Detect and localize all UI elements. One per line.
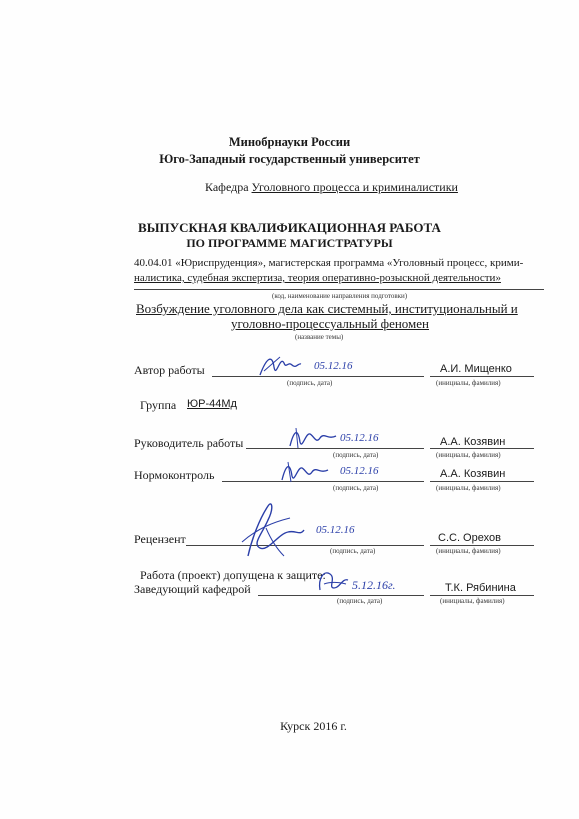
normcontrol-date: 05.12.16 — [340, 465, 379, 477]
supervisor-signature — [288, 424, 338, 452]
department-line — [205, 180, 458, 195]
head-sign-caption: (подпись, дата) — [337, 597, 383, 605]
normcontrol-name-line — [430, 481, 534, 482]
head-of-department-label: Заведующий кафедрой — [134, 582, 251, 596]
topic-line-1: Возбуждение уголовного дела как системный, институциональный и — [136, 301, 518, 316]
supervisor-name-line — [430, 448, 534, 449]
normcontrol-signature — [280, 456, 330, 486]
supervisor-label: Руководитель работы — [134, 436, 244, 450]
author-sign-line — [212, 376, 424, 377]
group-value: ЮР-44Мд — [187, 398, 237, 410]
program-caption: (код, наименование направления подготовки) — [272, 292, 408, 300]
supervisor-name: А.А. Козявин — [440, 436, 506, 448]
reviewer-label: Рецензент — [134, 532, 186, 546]
document-subtitle: ПО ПРОГРАММЕ МАГИСТРАТУРЫ — [186, 236, 393, 250]
author-name-caption: (инициалы, фамилия) — [436, 379, 501, 387]
normcontrol-name-caption: (инициалы, фамилия) — [436, 484, 501, 492]
reviewer-name-line — [430, 545, 534, 546]
document-title: ВЫПУСКНАЯ КВАЛИФИКАЦИОННАЯ РАБОТА — [138, 220, 441, 235]
reviewer-date: 05.12.16 — [316, 524, 355, 536]
head-name-caption: (инициалы, фамилия) — [440, 597, 505, 605]
author-name: А.И. Мищенко — [440, 363, 512, 375]
city-year: Курск 2016 г. — [280, 719, 347, 733]
author-signature — [258, 349, 303, 381]
program-line-2: налистика, судебная экспертиза, теория оперативно-розыскной деятельности» — [134, 272, 501, 284]
supervisor-date: 05.12.16 — [340, 432, 379, 444]
author-label: Автор работы — [134, 363, 205, 377]
head-name: Т.К. Рябинина — [445, 582, 516, 594]
reviewer-name: С.С. Орехов — [438, 532, 501, 544]
supervisor-sign-caption: (подпись, дата) — [333, 451, 379, 459]
supervisor-name-caption: (инициалы, фамилия) — [436, 451, 501, 459]
head-signature — [316, 566, 352, 596]
group-label: Группа — [140, 398, 177, 412]
ministry-name: Минобрнауки России — [228, 135, 351, 149]
reviewer-signature — [238, 498, 308, 560]
head-date: 5.12.16г. — [352, 578, 396, 592]
author-date: 05.12.16 — [314, 360, 353, 372]
normcontrol-sign-caption: (подпись, дата) — [333, 484, 379, 492]
university-name: Юго-Западный государственный университет — [159, 152, 420, 166]
program-line-1: 40.04.01 «Юриспруденция», магистерская программа «Уголовный процесс, крими- — [134, 257, 524, 269]
reviewer-sign-caption: (подпись, дата) — [330, 547, 376, 555]
program-underline — [134, 289, 544, 290]
department-name: Уголовного процесса и криминалистики — [251, 180, 458, 194]
topic-caption: (название темы) — [295, 333, 344, 341]
normcontrol-label: Нормоконтроль — [134, 468, 215, 482]
normcontrol-name: А.А. Козявин — [440, 468, 506, 480]
topic-line-2: уголовно-процессуальный феномен — [231, 316, 430, 331]
head-name-line — [430, 595, 534, 596]
author-name-line — [430, 376, 534, 377]
admission-label: Работа (проект) допущена к защите: — [140, 568, 326, 582]
department-prefix: Кафедра — [205, 180, 249, 194]
author-sign-caption: (подпись, дата) — [287, 379, 333, 387]
reviewer-name-caption: (инициалы, фамилия) — [436, 547, 501, 555]
